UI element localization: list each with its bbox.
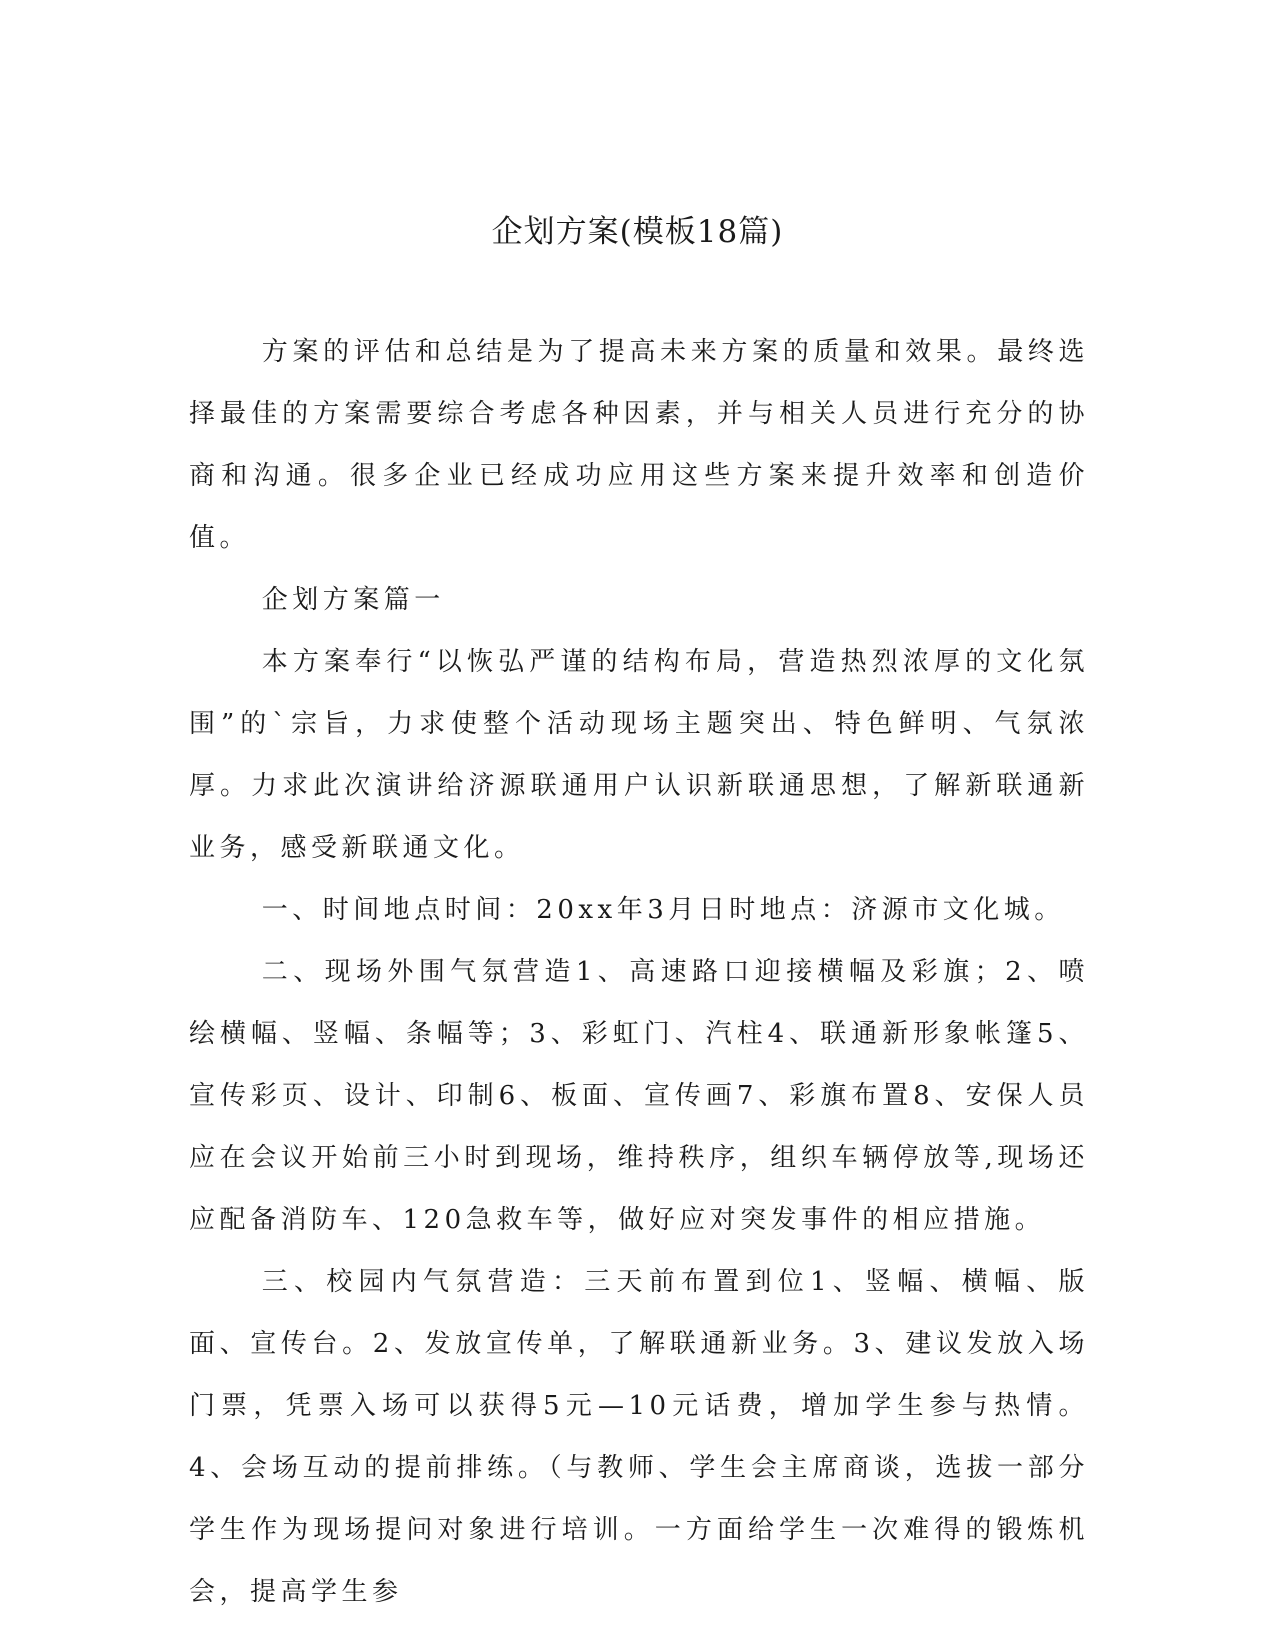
- paragraph-intro: 方案的评估和总结是为了提高未来方案的质量和效果。最终选择最佳的方案需要综合考虑各种因素，并与相关人员进行充分的协商和沟通。很多企业已经成功应用这些方案来提升效率和创造价值。: [189, 337, 1089, 553]
- paragraph-purpose: 本方案奉行“以恢弘严谨的结构布局，营造热烈浓厚的文化氛围”的`宗旨，力求使整个活动现场主题突出、特色鲜明、气氛浓厚。力求此次演讲给济源联通用户认识新联通思想，了解新联通新业务，感受新联通文化。: [189, 647, 1089, 863]
- paragraph-time-location: 一、时间地点时间：20xx年3月日时地点：济源市文化城。: [261, 895, 1065, 925]
- section-heading: 企划方案篇一: [261, 585, 445, 615]
- document-body: [189, 321, 1089, 1623]
- paragraph-campus-atmosphere: 三、校园内气氛营造：三天前布置到位1、竖幅、横幅、版面、宣传台。2、发放宣传单，了解联通新业务。3、建议发放入场门票，凭票入场可以获得5元—10元话费，增加学生参与热情。4、会场互动的提前排练。（与教师、学生会主席商谈，选拔一部分学生作为现场提问对象进行培训。一方面给学生一次难得的锻炼机会，提高学生参: [189, 1267, 1089, 1607]
- document-title: 企划方案(模板18篇): [491, 214, 784, 250]
- paragraph-outer-atmosphere: 二、现场外围气氛营造1、高速路口迎接横幅及彩旗；2、喷绘横幅、竖幅、条幅等；3、彩虹门、汽柱4、联通新形象帐篷5、宣传彩页、设计、印制6、板面、宣传画7、彩旗布置8、安保人员应在会议开始前三小时到现场，维持秩序，组织车辆停放等,现场还应配备消防车、120急救车等，做好应对突发事件的相应措施。: [189, 957, 1089, 1235]
